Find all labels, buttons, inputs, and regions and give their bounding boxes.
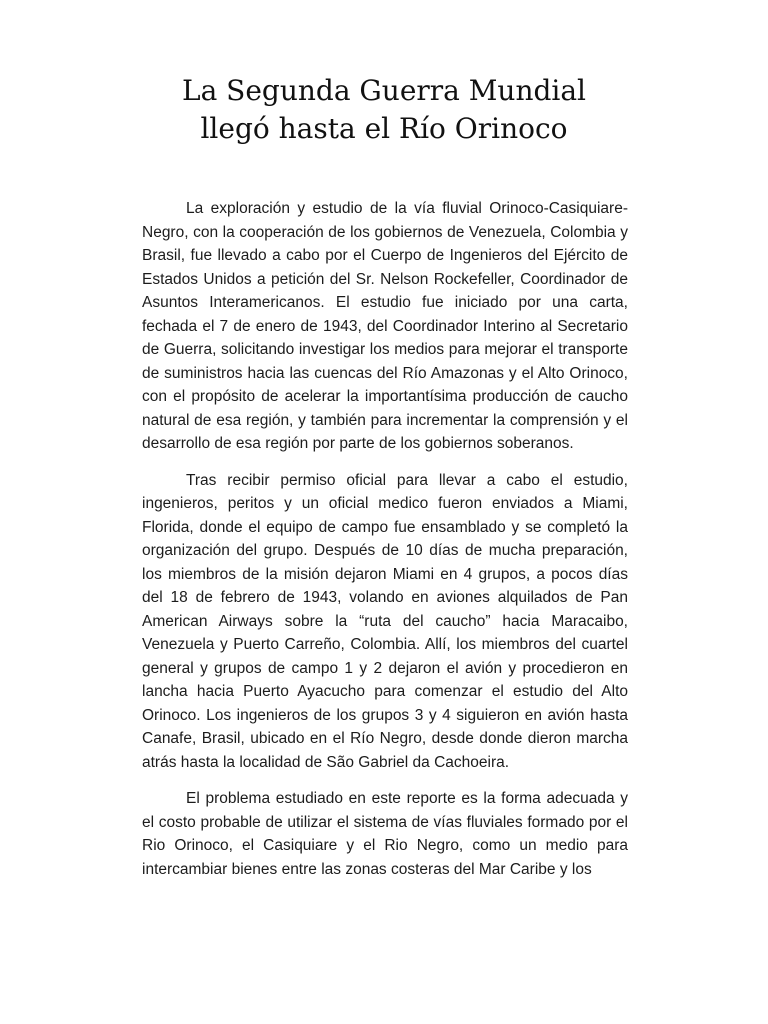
document-body	[142, 197, 628, 894]
title-line-2: llegó hasta el Río Orinoco	[200, 112, 568, 145]
paragraph: La exploración y estudio de la vía fluvial Orinoco-Casiquiare-Negro, con la cooperación de los gobiernos de Venezuela, Colombia y Brasil, fue llevado a cabo por el Cuerpo de Ingenieros del Ejército de Estados Unidos a petición del Sr. Nelson Rockefeller, Coordinador de Asuntos Interamericanos. El estudio fue iniciado por una carta, fechada el 7 de enero de 1943, del Coordinador Interino al Secretario de Guerra, solicitando investigar los medios para mejorar el transporte de suministros hacia las cuencas del Río Amazonas y el Alto Orinoco, con el propósito de acelerar la importantísima producción de caucho natural de esa región, y también para incrementar la comprensión y el desarrollo de esa región por parte de los gobiernos soberanos.	[142, 200, 628, 452]
paragraph: Tras recibir permiso oficial para llevar a cabo el estudio, ingenieros, peritos y un oficial medico fueron enviados a Miami, Florida, donde el equipo de campo fue ensamblado y se completó la organización del grupo. Después de 10 días de mucha preparación, los miembros de la misión dejaron Miami en 4 grupos, a pocos días del 18 de febrero de 1943, volando en aviones alquilados de Pan American Airways sobre la “ruta del caucho” hacia Maracaibo, Venezuela y Puerto Carreño, Colombia. Allí, los miembros del cuartel general y grupos de campo 1 y 2 dejaron el avión y procedieron en lancha hacia Puerto Ayacucho para comenzar el estudio del Alto Orinoco. Los ingenieros de los grupos 3 y 4 siguieron en avión hasta Canafe, Brasil, ubicado en el Río Negro, desde donde dieron marcha atrás hasta la localidad de São Gabriel da Cachoeira.	[142, 471, 628, 771]
title-line-1: La Segunda Guerra Mundial	[181, 74, 587, 107]
paragraph: El problema estudiado en este reporte es la forma adecuada y el costo probable de utilizar el sistema de vías fluviales formado por el Rio Orinoco, el Casiquiare y el Rio Negro, como un medio para intercambiar bienes entre las zonas costeras del Mar Caribe y los	[142, 790, 628, 878]
document-title	[0, 72, 768, 148]
